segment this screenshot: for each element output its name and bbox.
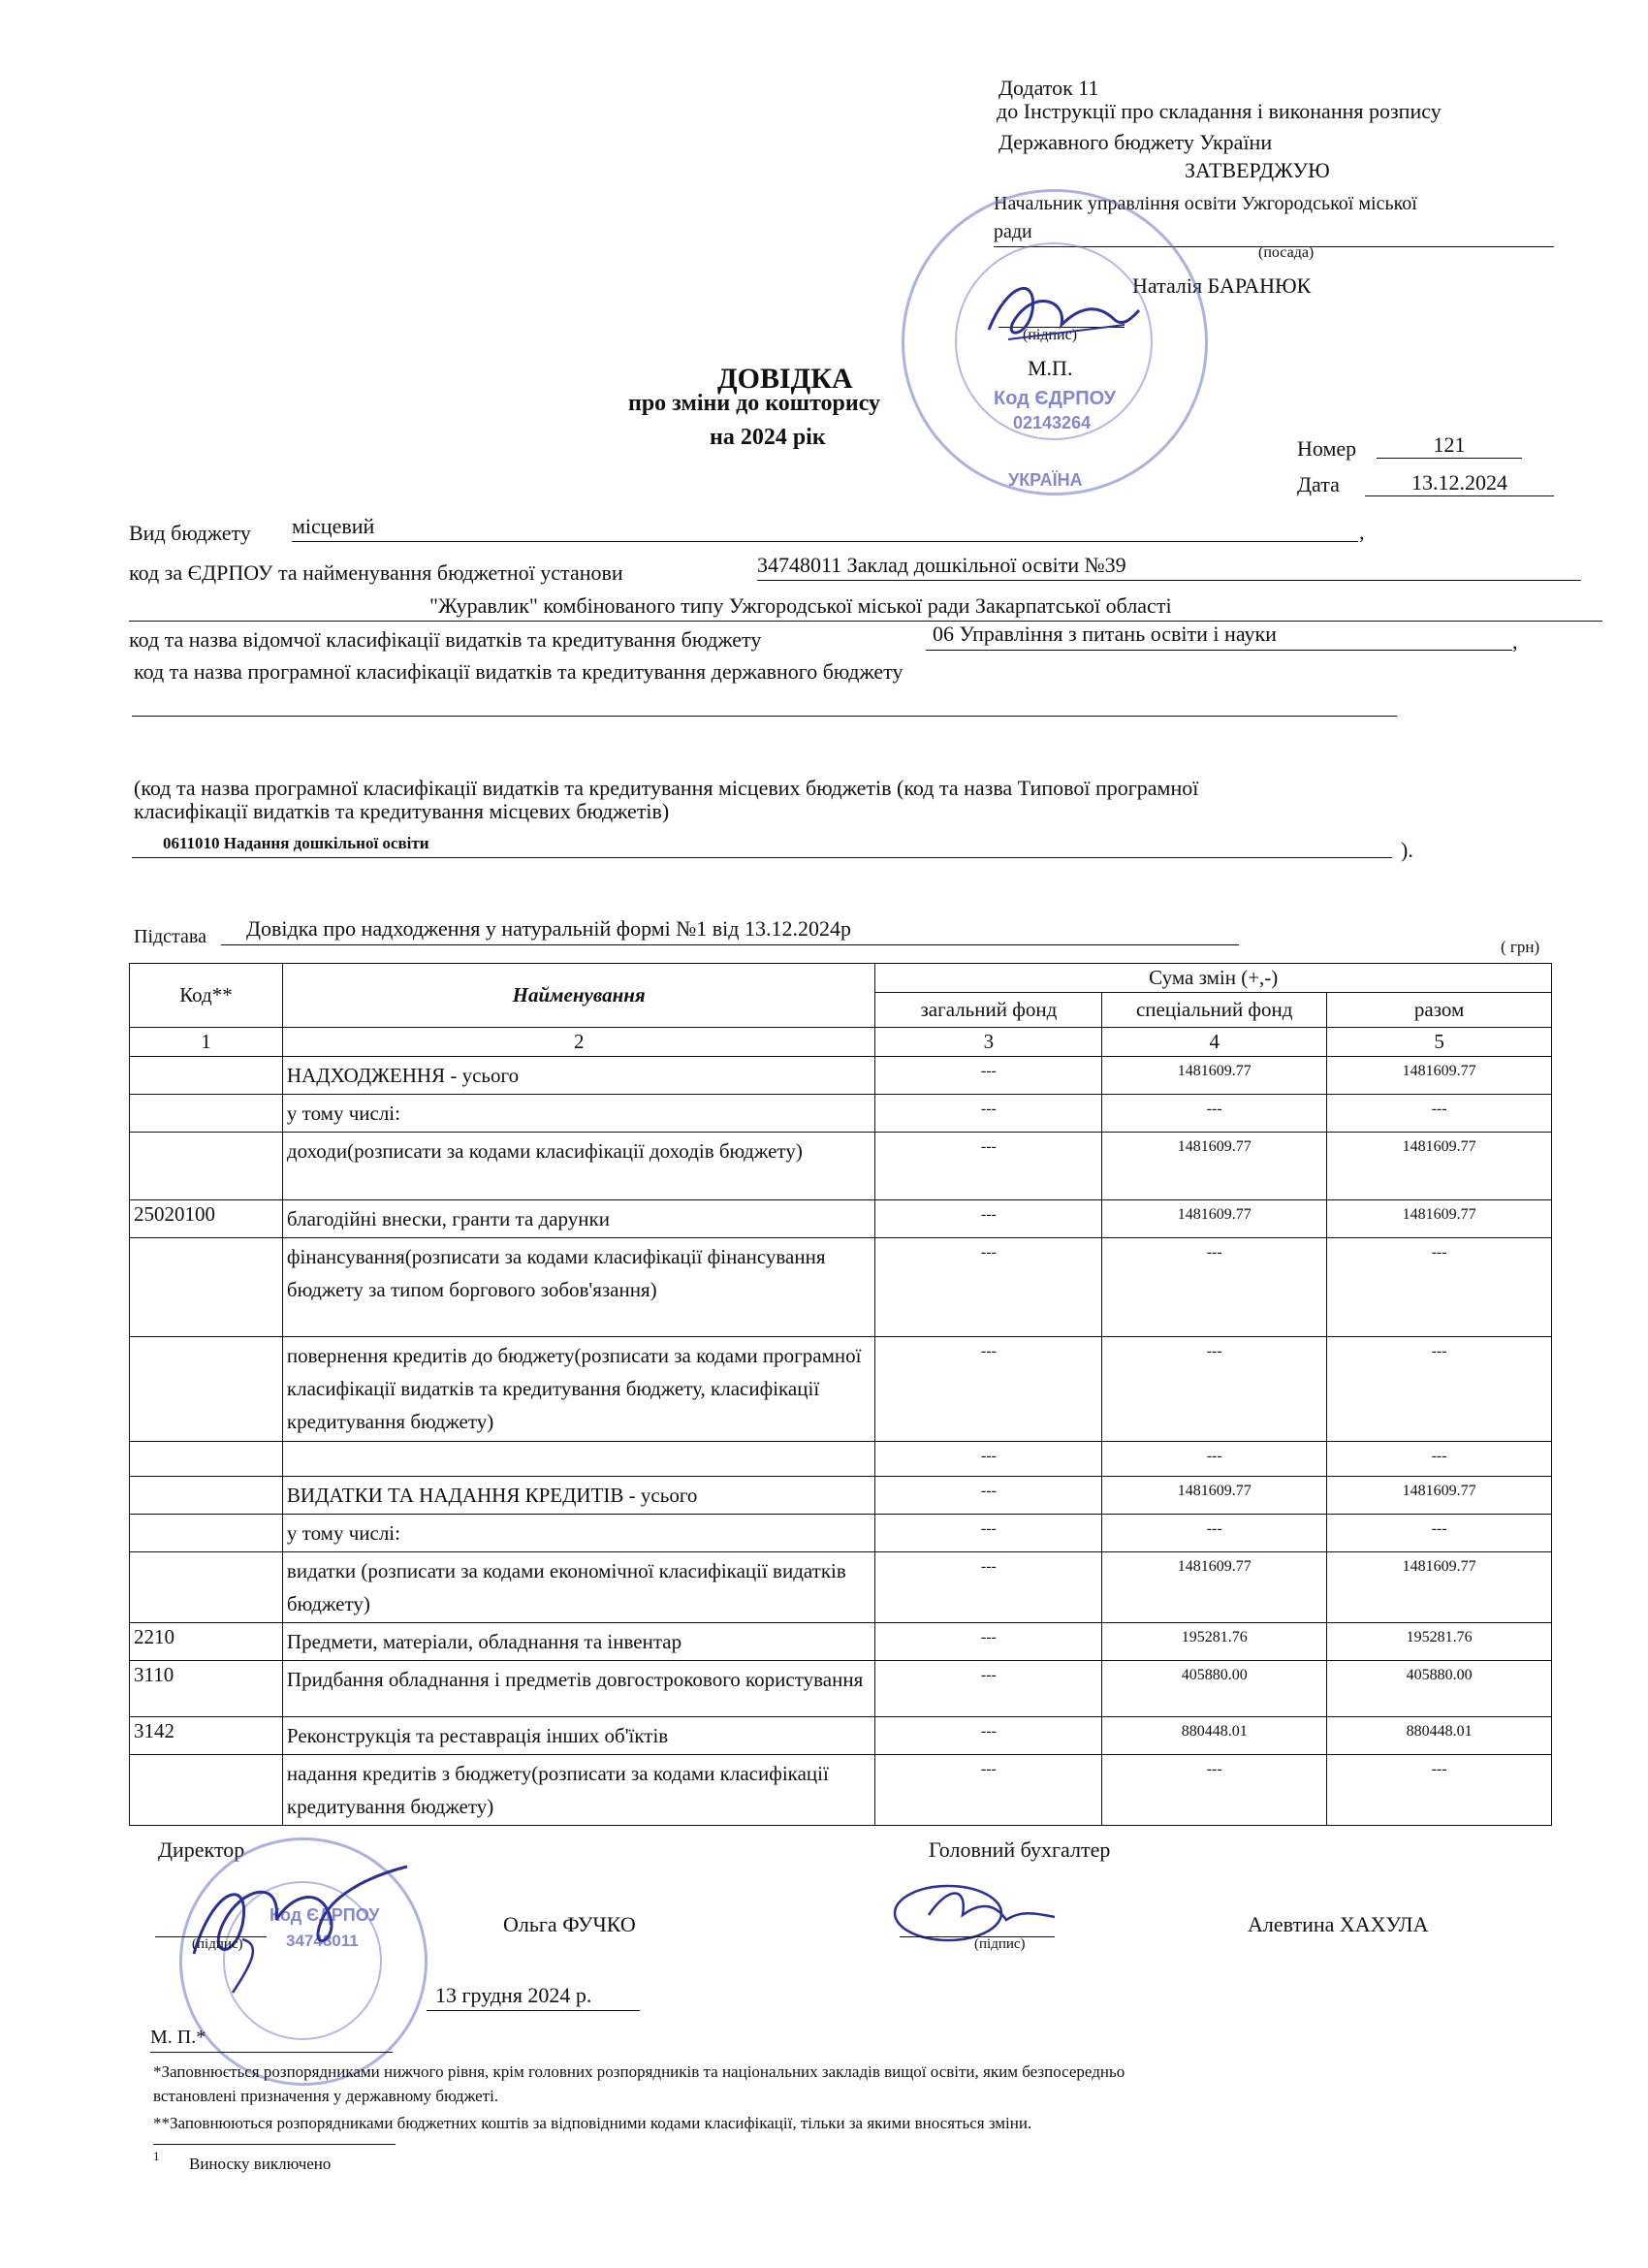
row-code-cell: 25020100: [130, 1200, 283, 1238]
row-special-cell: 1481609.77: [1102, 1477, 1327, 1515]
budget-type-line: [292, 541, 1358, 542]
row-name-cell: видатки (розписати за кодами економічної класифікації видатків бюджету): [282, 1552, 875, 1623]
row-name-cell: повернення кредитів до бюджету(розписати за кодами програмної класифікації видатків та кредитування бюджету, класифікації кредитування бюджету): [282, 1337, 875, 1442]
row-special-cell: ---: [1102, 1095, 1327, 1133]
stamp-code-label: Код ЄДРПОУ: [994, 388, 1117, 409]
position-line-1: Начальник управління освіти Ужгородської міської: [994, 193, 1417, 214]
edrpou-value-1: 34748011 Заклад дошкільної освіти №39: [757, 553, 1126, 577]
addendum-label: Додаток 11: [998, 76, 1099, 100]
position-line-2: ради: [994, 221, 1032, 242]
table-row: [130, 1515, 1552, 1552]
row-name-cell: надання кредитів з бюджету(розписати за кодами класифікації кредитування бюджету): [282, 1755, 875, 1826]
program-label: код та назва програмної класифікації видатків та кредитування державного бюджету: [134, 659, 903, 684]
col-total-header: разом: [1327, 993, 1552, 1028]
row-total-cell: 405880.00: [1327, 1661, 1552, 1717]
footnote-1-line-2: встановлені призначення у державному бюджеті.: [153, 2087, 499, 2105]
program-line: [132, 716, 1397, 717]
table-row: [130, 1133, 1552, 1200]
row-code-cell: 3110: [130, 1661, 283, 1717]
row-total-cell: 1481609.77: [1327, 1057, 1552, 1095]
table-row: [130, 1717, 1552, 1755]
edrpou-value-2: "Журавлик" комбінованого типу Ужгородської міської ради Закарпатської області: [429, 593, 1172, 618]
director-stamp-code: 34748011: [286, 1932, 359, 1950]
director-label: Директор: [158, 1837, 245, 1862]
table-row: [130, 1238, 1552, 1337]
accountant-sign-caption: (підпис): [974, 1936, 1026, 1952]
dept-value: 06 Управління з питань освіти і науки: [933, 622, 1277, 646]
row-name-cell: ВИДАТКИ ТА НАДАННЯ КРЕДИТІВ - усього: [282, 1477, 875, 1515]
budget-type-value: місцевий: [292, 514, 375, 538]
index-cell: 2: [282, 1028, 875, 1057]
currency-label: ( грн): [1501, 938, 1540, 956]
dept-line: [926, 650, 1512, 651]
row-code-cell: [130, 1337, 283, 1442]
edrpou-label: код за ЄДРПОУ та найменування бюджетної установи: [129, 560, 623, 585]
date-label: Дата: [1297, 472, 1340, 496]
row-special-cell: 880448.01: [1102, 1717, 1327, 1755]
stamp-country: УКРАЇНА: [1008, 470, 1083, 490]
local-program-line-1: (код та назва програмної класифікації видатків та кредитування місцевих бюджетів (код та назва Типової програмної: [134, 776, 1199, 800]
basis-line: [221, 944, 1239, 945]
doc-year: на 2024 рік: [710, 425, 826, 450]
row-name-cell: Придбання обладнання і предметів довгострокового користування: [282, 1661, 875, 1717]
row-total-cell: 195281.76: [1327, 1623, 1552, 1661]
accountant-name: Алевтина ХАХУЛА: [1248, 1912, 1429, 1936]
local-program-close: ).: [1401, 838, 1413, 862]
budget-type-label: Вид бюджету: [129, 521, 251, 545]
footnote-divider: [150, 2052, 393, 2053]
table-row: [130, 1661, 1552, 1717]
row-general-cell: ---: [875, 1717, 1102, 1755]
edrpou-line-2: [129, 621, 1602, 622]
row-total-cell: 1481609.77: [1327, 1200, 1552, 1238]
approver-signature-icon: [979, 272, 1144, 359]
table-row: [130, 1442, 1552, 1477]
row-general-cell: ---: [875, 1337, 1102, 1442]
row-special-cell: 405880.00: [1102, 1661, 1327, 1717]
table-row: [130, 1057, 1552, 1095]
row-special-cell: 1481609.77: [1102, 1200, 1327, 1238]
row-general-cell: ---: [875, 1623, 1102, 1661]
row-special-cell: 1481609.77: [1102, 1057, 1327, 1095]
row-general-cell: ---: [875, 1477, 1102, 1515]
col-special-header: спеціальний фонд: [1102, 993, 1327, 1028]
table-row: [130, 1337, 1552, 1442]
row-general-cell: ---: [875, 1552, 1102, 1623]
row-special-cell: 195281.76: [1102, 1623, 1327, 1661]
col-name-header: Найменування: [282, 964, 875, 1028]
footnote-1-line-1: *Заповнюється розпорядниками нижчого рівня, крім головних розпорядників та національних закладів вищої освіти, яким безпосередньо: [153, 2062, 1125, 2081]
table-row: [130, 1095, 1552, 1133]
row-total-cell: ---: [1327, 1337, 1552, 1442]
director-signature-icon: [174, 1847, 427, 2002]
row-code-cell: [130, 1477, 283, 1515]
budget-type-comma: ,: [1359, 520, 1365, 544]
row-general-cell: ---: [875, 1133, 1102, 1200]
director-stamp-code-label: Код ЄДРПОУ: [269, 1905, 380, 1925]
row-special-cell: ---: [1102, 1515, 1327, 1552]
row-code-cell: [130, 1238, 283, 1337]
row-name-cell: у тому числі:: [282, 1095, 875, 1133]
row-special-cell: ---: [1102, 1442, 1327, 1477]
row-total-cell: ---: [1327, 1238, 1552, 1337]
index-cell: 3: [875, 1028, 1102, 1057]
row-general-cell: ---: [875, 1238, 1102, 1337]
row-total-cell: ---: [1327, 1442, 1552, 1477]
row-special-cell: 1481609.77: [1102, 1133, 1327, 1200]
table-row: [130, 1623, 1552, 1661]
row-code-cell: [130, 1515, 283, 1552]
local-program-line-2: класифікації видатків та кредитування місцевих бюджетів): [134, 799, 670, 823]
row-general-cell: ---: [875, 1515, 1102, 1552]
row-total-cell: 1481609.77: [1327, 1133, 1552, 1200]
date-value: 13.12.2024: [1365, 470, 1554, 496]
index-cell: 4: [1102, 1028, 1327, 1057]
basis-value: Довідка про надходження у натуральній формі №1 від 13.12.2024р: [246, 916, 851, 941]
seal-label: М. П.*: [150, 2027, 206, 2048]
row-code-cell: [130, 1442, 283, 1477]
footnote-3-mark: 1: [153, 2149, 160, 2163]
col-general-header: загальний фонд: [875, 993, 1102, 1028]
doc-title: ДОВІДКА: [717, 363, 853, 395]
row-total-cell: ---: [1327, 1515, 1552, 1552]
local-program-value: 0611010 Надання дошкільної освіти: [163, 834, 429, 852]
instruction-line-2: Державного бюджету України: [998, 130, 1273, 154]
changes-table: [129, 963, 1552, 1826]
row-general-cell: ---: [875, 1057, 1102, 1095]
row-name-cell: доходи(розписати за кодами класифікації доходів бюджету): [282, 1133, 875, 1200]
table-row: [130, 1755, 1552, 1826]
row-code-cell: [130, 1755, 283, 1826]
approver-sign-caption: (підпис): [1023, 327, 1078, 343]
row-general-cell: ---: [875, 1095, 1102, 1133]
row-name-cell: [282, 1442, 875, 1477]
index-cell: 1: [130, 1028, 283, 1057]
row-name-cell: у тому числі:: [282, 1515, 875, 1552]
dept-comma: ,: [1512, 629, 1518, 654]
index-cell: 5: [1327, 1028, 1552, 1057]
instruction-line-1: до Інструкції про складання і виконання розпису: [997, 99, 1442, 123]
row-name-cell: Предмети, матеріали, обладнання та інвентар: [282, 1623, 875, 1661]
row-total-cell: 880448.01: [1327, 1717, 1552, 1755]
col-group-header: Сума змін (+,-): [875, 964, 1552, 993]
row-general-cell: ---: [875, 1442, 1102, 1477]
dept-label: код та назва відомчої класифікації видатків та кредитування бюджету: [129, 627, 762, 652]
row-general-cell: ---: [875, 1661, 1102, 1717]
footnote-2: **Заповнюються розпорядниками бюджетних коштів за відповідними кодами класифікації, тільки за якими вносяться зміни.: [153, 2114, 1032, 2132]
col-code-header: Код**: [130, 964, 283, 1028]
row-total-cell: ---: [1327, 1095, 1552, 1133]
seal-caption: М.П.: [1028, 356, 1073, 380]
director-name: Ольга ФУЧКО: [503, 1912, 636, 1936]
table-row: [130, 1200, 1552, 1238]
approve-label: ЗАТВЕРДЖУЮ: [1185, 158, 1330, 182]
row-code-cell: [130, 1057, 283, 1095]
director-sign-caption: (підпис): [192, 1936, 243, 1952]
row-total-cell: 1481609.77: [1327, 1552, 1552, 1623]
sign-date-line: [427, 2010, 640, 2011]
row-total-cell: ---: [1327, 1755, 1552, 1826]
table-row: [130, 1552, 1552, 1623]
row-name-cell: благодійні внески, гранти та дарунки: [282, 1200, 875, 1238]
local-program-line: [132, 857, 1392, 858]
row-code-cell: 2210: [130, 1623, 283, 1661]
row-total-cell: 1481609.77: [1327, 1477, 1552, 1515]
position-caption: (посада): [1258, 244, 1315, 261]
row-name-cell: фінансування(розписати за кодами класифікації фінансування бюджету за типом боргового зобов'язання): [282, 1238, 875, 1337]
row-special-cell: 1481609.77: [1102, 1552, 1327, 1623]
approver-name: Наталія БАРАНЮК: [1132, 273, 1312, 298]
row-code-cell: [130, 1552, 283, 1623]
row-name-cell: НАДХОДЖЕННЯ - усього: [282, 1057, 875, 1095]
sign-date: 13 грудня 2024 р.: [435, 1983, 592, 2007]
row-general-cell: ---: [875, 1755, 1102, 1826]
row-name-cell: Реконструкція та реставрація інших об'їктів: [282, 1717, 875, 1755]
accountant-label: Головний бухгалтер: [929, 1837, 1111, 1862]
footnote-divider-2: [153, 2144, 396, 2145]
row-general-cell: ---: [875, 1200, 1102, 1238]
number-label: Номер: [1297, 436, 1357, 461]
row-special-cell: ---: [1102, 1755, 1327, 1826]
row-code-cell: 3142: [130, 1717, 283, 1755]
row-special-cell: ---: [1102, 1337, 1327, 1442]
basis-label: Підстава: [134, 926, 206, 947]
row-special-cell: ---: [1102, 1238, 1327, 1337]
edrpou-line-1: [757, 580, 1581, 581]
footnote-3: Виноску виключено: [189, 2155, 332, 2173]
row-code-cell: [130, 1133, 283, 1200]
stamp-code: 02143264: [1013, 413, 1092, 432]
row-code-cell: [130, 1095, 283, 1133]
table-row: [130, 1477, 1552, 1515]
doc-subtitle: про зміни до кошторису: [628, 391, 881, 416]
number-value: 121: [1377, 432, 1522, 459]
